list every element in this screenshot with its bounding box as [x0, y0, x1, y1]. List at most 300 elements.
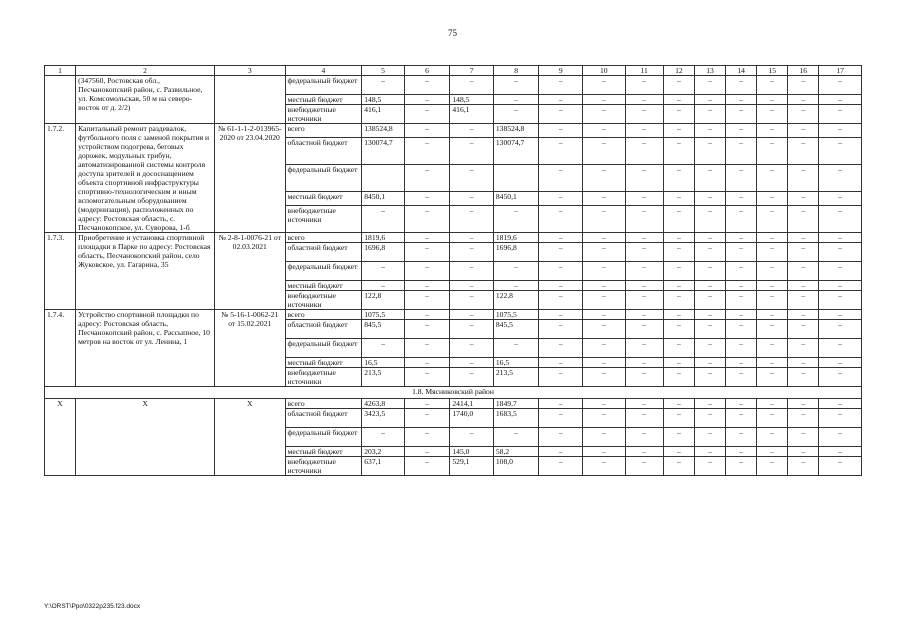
value-cell: –	[819, 339, 862, 358]
value-cell: –	[362, 428, 405, 447]
item-number	[45, 76, 76, 124]
value-cell: –	[726, 191, 757, 205]
value-cell: –	[694, 339, 725, 358]
value-cell: –	[583, 206, 626, 233]
value-cell: 145,0	[450, 447, 494, 457]
value-cell: –	[625, 368, 663, 387]
value-cell: 1696,8	[362, 243, 405, 262]
column-header: 15	[757, 66, 788, 76]
file-path-footer: Y:\ORST\Ppo\0322p235.f23.docx	[44, 603, 141, 610]
value-cell: 1849,7	[493, 399, 539, 409]
value-cell: –	[583, 447, 626, 457]
value-cell: –	[493, 105, 539, 124]
value-cell: –	[663, 281, 694, 291]
value-cell: –	[819, 291, 862, 310]
item-document: № 2-8-1-0076-21 от 02.03.2021	[215, 233, 286, 310]
value-cell: –	[788, 409, 819, 428]
value-cell: –	[819, 124, 862, 138]
value-cell: –	[663, 428, 694, 447]
value-cell: –	[694, 243, 725, 262]
value-cell: –	[819, 399, 862, 409]
value-cell: –	[404, 399, 450, 409]
value-cell: –	[404, 243, 450, 262]
value-cell: –	[539, 138, 583, 165]
value-cell: –	[404, 124, 450, 138]
table-row	[45, 233, 862, 243]
value-cell: –	[450, 76, 494, 95]
value-cell: –	[757, 76, 788, 95]
value-cell: –	[726, 320, 757, 339]
value-cell: –	[694, 105, 725, 124]
value-cell: –	[539, 368, 583, 387]
value-cell: –	[539, 262, 583, 281]
value-cell: –	[788, 243, 819, 262]
value-cell: –	[663, 233, 694, 243]
value-cell: –	[663, 262, 694, 281]
value-cell: –	[404, 262, 450, 281]
value-cell: –	[788, 368, 819, 387]
value-cell: –	[625, 399, 663, 409]
funding-source: внебюджетные источники	[285, 291, 362, 310]
value-cell: –	[757, 399, 788, 409]
value-cell: –	[726, 339, 757, 358]
value-cell: –	[757, 138, 788, 165]
value-cell: –	[625, 191, 663, 205]
value-cell: –	[625, 320, 663, 339]
section-title: 1.8. Мясниковский район	[45, 387, 862, 399]
column-header: 3	[215, 66, 286, 76]
value-cell: –	[694, 457, 725, 476]
value-cell: 416,1	[362, 105, 405, 124]
value-cell: –	[757, 409, 788, 428]
value-cell: –	[757, 165, 788, 192]
item-number: 1.7.2.	[45, 124, 76, 233]
value-cell: –	[726, 138, 757, 165]
value-cell: –	[757, 281, 788, 291]
value-cell: –	[757, 233, 788, 243]
value-cell: –	[539, 409, 583, 428]
value-cell: –	[819, 206, 862, 233]
value-cell: –	[539, 206, 583, 233]
value-cell: –	[757, 457, 788, 476]
value-cell: –	[694, 76, 725, 95]
value-cell: –	[819, 310, 862, 320]
value-cell: –	[583, 399, 626, 409]
funding-source: местный бюджет	[285, 281, 362, 291]
value-cell: –	[726, 310, 757, 320]
value-cell: –	[450, 339, 494, 358]
value-cell: –	[694, 191, 725, 205]
value-cell: –	[583, 281, 626, 291]
value-cell: 1696,8	[493, 243, 539, 262]
column-header: 12	[663, 66, 694, 76]
value-cell: –	[625, 310, 663, 320]
value-cell: –	[726, 206, 757, 233]
value-cell: –	[539, 76, 583, 95]
value-cell: –	[726, 368, 757, 387]
value-cell: –	[726, 457, 757, 476]
value-cell: 213,5	[493, 368, 539, 387]
value-cell: –	[625, 291, 663, 310]
value-cell: –	[404, 165, 450, 192]
value-cell: –	[726, 105, 757, 124]
value-cell: –	[404, 76, 450, 95]
funding-source: всего	[285, 233, 362, 243]
value-cell: –	[757, 262, 788, 281]
value-cell: –	[450, 165, 494, 192]
value-cell: –	[583, 95, 626, 105]
value-cell: 16,5	[362, 358, 405, 368]
value-cell: –	[625, 428, 663, 447]
value-cell: –	[539, 95, 583, 105]
value-cell: –	[404, 206, 450, 233]
value-cell: –	[450, 310, 494, 320]
value-cell: –	[450, 138, 494, 165]
value-cell: –	[404, 95, 450, 105]
value-cell: 138524,8	[362, 124, 405, 138]
value-cell: –	[819, 281, 862, 291]
value-cell: –	[694, 428, 725, 447]
value-cell: –	[757, 95, 788, 105]
funding-source: федеральный бюджет	[285, 428, 362, 447]
value-cell: –	[450, 291, 494, 310]
value-cell: –	[583, 368, 626, 387]
budget-table	[44, 65, 862, 476]
value-cell: –	[450, 233, 494, 243]
value-cell: –	[583, 291, 626, 310]
value-cell: –	[694, 233, 725, 243]
value-cell: –	[663, 310, 694, 320]
value-cell: –	[583, 138, 626, 165]
value-cell: –	[404, 233, 450, 243]
value-cell: –	[450, 262, 494, 281]
value-cell: –	[539, 358, 583, 368]
value-cell: –	[404, 368, 450, 387]
value-cell: –	[757, 105, 788, 124]
value-cell: –	[625, 105, 663, 124]
value-cell: –	[757, 206, 788, 233]
column-header: 4	[285, 66, 362, 76]
value-cell: –	[583, 320, 626, 339]
value-cell: –	[583, 310, 626, 320]
value-cell: –	[625, 457, 663, 476]
value-cell: –	[404, 339, 450, 358]
value-cell: –	[583, 262, 626, 281]
value-cell: –	[663, 358, 694, 368]
value-cell: –	[583, 105, 626, 124]
value-cell: –	[726, 76, 757, 95]
value-cell: 122,8	[362, 291, 405, 310]
section-row	[45, 387, 862, 399]
value-cell: 1075,5	[493, 310, 539, 320]
value-cell: –	[539, 233, 583, 243]
value-cell: –	[583, 243, 626, 262]
value-cell: –	[539, 191, 583, 205]
value-cell: –	[663, 76, 694, 95]
value-cell: –	[404, 310, 450, 320]
value-cell: 8450,1	[362, 191, 405, 205]
value-cell: –	[694, 310, 725, 320]
value-cell: –	[819, 165, 862, 192]
value-cell: –	[726, 358, 757, 368]
value-cell: –	[583, 233, 626, 243]
value-cell: –	[788, 105, 819, 124]
value-cell: –	[788, 191, 819, 205]
value-cell: –	[493, 428, 539, 447]
item-name: Приобретение и установка спортивной площадки в Парке по адресу: Ростовская область, Песчанокопский район, село Жуковское, ул. Гагарина, 35	[76, 233, 215, 310]
value-cell: 1819,6	[362, 233, 405, 243]
value-cell: –	[663, 320, 694, 339]
value-cell: –	[694, 368, 725, 387]
value-cell: –	[539, 281, 583, 291]
value-cell: –	[663, 457, 694, 476]
value-cell: –	[663, 105, 694, 124]
value-cell: 8450,1	[493, 191, 539, 205]
funding-source: всего	[285, 310, 362, 320]
value-cell: –	[819, 457, 862, 476]
value-cell: 529,1	[450, 457, 494, 476]
value-cell: –	[726, 428, 757, 447]
value-cell: –	[788, 233, 819, 243]
column-header: 2	[76, 66, 215, 76]
value-cell: 1819,6	[493, 233, 539, 243]
value-cell: –	[663, 447, 694, 457]
value-cell	[362, 165, 405, 192]
value-cell: 2414,1	[450, 399, 494, 409]
item-number: 1.7.3.	[45, 233, 76, 310]
value-cell: –	[404, 457, 450, 476]
value-cell: –	[625, 339, 663, 358]
value-cell: 1683,5	[493, 409, 539, 428]
value-cell: –	[819, 105, 862, 124]
value-cell: 213,5	[362, 368, 405, 387]
value-cell: –	[788, 165, 819, 192]
value-cell: –	[493, 262, 539, 281]
value-cell: –	[663, 191, 694, 205]
value-cell: –	[788, 310, 819, 320]
value-cell: –	[757, 243, 788, 262]
table-row	[45, 124, 862, 138]
funding-source: областной бюджет	[285, 138, 362, 165]
value-cell: –	[663, 409, 694, 428]
value-cell: –	[539, 339, 583, 358]
value-cell: –	[694, 358, 725, 368]
table-row	[45, 310, 862, 320]
value-cell: –	[819, 138, 862, 165]
value-cell: –	[404, 281, 450, 291]
value-cell: –	[583, 165, 626, 192]
value-cell: –	[663, 165, 694, 192]
value-cell: –	[757, 191, 788, 205]
value-cell: –	[625, 233, 663, 243]
funding-source: внебюджетные источники	[285, 206, 362, 233]
value-cell: –	[694, 281, 725, 291]
value-cell: –	[757, 339, 788, 358]
value-cell: –	[625, 76, 663, 95]
funding-source: федеральный бюджет	[285, 339, 362, 358]
value-cell: –	[493, 339, 539, 358]
value-cell: –	[663, 138, 694, 165]
value-cell: –	[583, 457, 626, 476]
value-cell: –	[539, 165, 583, 192]
value-cell: 148,5	[450, 95, 494, 105]
value-cell: –	[450, 320, 494, 339]
value-cell: –	[450, 206, 494, 233]
value-cell: –	[757, 124, 788, 138]
value-cell: –	[493, 76, 539, 95]
value-cell: –	[625, 124, 663, 138]
value-cell: –	[583, 124, 626, 138]
value-cell: –	[663, 206, 694, 233]
value-cell: –	[362, 76, 405, 95]
value-cell: –	[450, 281, 494, 291]
value-cell: 130074,7	[493, 138, 539, 165]
value-cell: –	[788, 428, 819, 447]
value-cell: –	[788, 281, 819, 291]
value-cell: –	[788, 320, 819, 339]
value-cell: –	[404, 105, 450, 124]
item-name: X	[76, 399, 215, 476]
value-cell: –	[819, 76, 862, 95]
value-cell: –	[625, 138, 663, 165]
value-cell: –	[493, 281, 539, 291]
value-cell: –	[788, 76, 819, 95]
funding-source: местный бюджет	[285, 95, 362, 105]
value-cell: 16,5	[493, 358, 539, 368]
value-cell: –	[694, 124, 725, 138]
value-cell: –	[663, 368, 694, 387]
value-cell: –	[450, 368, 494, 387]
funding-source: внебюджетные источники	[285, 368, 362, 387]
value-cell: –	[788, 95, 819, 105]
column-header: 11	[625, 66, 663, 76]
value-cell: –	[625, 409, 663, 428]
value-cell: –	[362, 339, 405, 358]
value-cell: –	[757, 291, 788, 310]
column-header: 8	[493, 66, 539, 76]
value-cell: –	[404, 320, 450, 339]
value-cell: –	[726, 399, 757, 409]
value-cell: –	[404, 358, 450, 368]
value-cell: –	[539, 243, 583, 262]
value-cell: –	[726, 95, 757, 105]
funding-source: областной бюджет	[285, 243, 362, 262]
value-cell: –	[694, 206, 725, 233]
value-cell: –	[583, 191, 626, 205]
value-cell: –	[663, 291, 694, 310]
value-cell: –	[539, 124, 583, 138]
funding-source: федеральный бюджет	[285, 262, 362, 281]
funding-source: федеральный бюджет	[285, 76, 362, 95]
column-header: 14	[726, 66, 757, 76]
value-cell: –	[362, 206, 405, 233]
value-cell: –	[625, 281, 663, 291]
value-cell: –	[757, 447, 788, 457]
column-header: 5	[362, 66, 405, 76]
value-cell: –	[694, 138, 725, 165]
value-cell: 108,0	[493, 457, 539, 476]
column-header: 10	[583, 66, 626, 76]
value-cell: –	[539, 320, 583, 339]
value-cell: –	[788, 291, 819, 310]
value-cell: 637,1	[362, 457, 405, 476]
value-cell: –	[819, 191, 862, 205]
funding-source: внебюджетные источники	[285, 457, 362, 476]
value-cell	[493, 165, 539, 192]
value-cell: –	[663, 399, 694, 409]
value-cell: 138524,8	[493, 124, 539, 138]
value-cell: –	[819, 243, 862, 262]
value-cell: –	[819, 262, 862, 281]
value-cell: –	[663, 124, 694, 138]
value-cell: –	[539, 105, 583, 124]
funding-source: внебюджетные источники	[285, 105, 362, 124]
value-cell: –	[583, 409, 626, 428]
value-cell: –	[757, 358, 788, 368]
item-number: X	[45, 399, 76, 476]
value-cell: –	[726, 447, 757, 457]
value-cell: –	[493, 95, 539, 105]
value-cell: 845,5	[493, 320, 539, 339]
value-cell: –	[694, 262, 725, 281]
value-cell: –	[450, 124, 494, 138]
value-cell: –	[625, 206, 663, 233]
value-cell: 4263,8	[362, 399, 405, 409]
value-cell: –	[788, 399, 819, 409]
value-cell: –	[757, 320, 788, 339]
funding-source: областной бюджет	[285, 409, 362, 428]
value-cell: –	[788, 457, 819, 476]
value-cell: –	[788, 262, 819, 281]
value-cell: –	[625, 262, 663, 281]
value-cell: –	[404, 447, 450, 457]
value-cell: –	[539, 457, 583, 476]
item-document: № 61-1-1-2-013965-2020 от 23.04.2020	[215, 124, 286, 233]
value-cell: –	[583, 358, 626, 368]
value-cell: –	[663, 339, 694, 358]
column-header: 16	[788, 66, 819, 76]
value-cell: –	[404, 138, 450, 165]
item-name: Капитальный ремонт раздевалок, футбольного поля с заменой покрытия и устройством подогрева, беговых дорожек, модульных трибун, автоматизированной системы контроля доступа зрителей и дососнащением объекта спортивной инфраструктуры спортивно-технологическим и иным вспомогательным оборудованием (модернизация), расположенных по адресу: Ростовская область, с. Песчанокопское, ул. Суворова, 1-б	[76, 124, 215, 233]
value-cell: –	[450, 191, 494, 205]
value-cell: –	[757, 310, 788, 320]
funding-source: всего	[285, 399, 362, 409]
value-cell: –	[757, 428, 788, 447]
value-cell: –	[539, 428, 583, 447]
value-cell: –	[726, 281, 757, 291]
value-cell: 203,2	[362, 447, 405, 457]
value-cell: 148,5	[362, 95, 405, 105]
value-cell: –	[726, 233, 757, 243]
value-cell: –	[694, 409, 725, 428]
table-row	[45, 399, 862, 409]
value-cell: –	[819, 409, 862, 428]
funding-source: областной бюджет	[285, 320, 362, 339]
value-cell: –	[788, 206, 819, 233]
item-document: № 5-16-1-0062-21 от 15.02.2021	[215, 310, 286, 387]
value-cell: –	[450, 358, 494, 368]
value-cell: –	[694, 291, 725, 310]
column-header: 1	[45, 66, 76, 76]
value-cell: –	[663, 243, 694, 262]
funding-source: федеральный бюджет	[285, 165, 362, 192]
item-number: 1.7.4.	[45, 310, 76, 387]
page-number: 75	[448, 28, 457, 38]
value-cell: –	[583, 76, 626, 95]
value-cell: 122,8	[493, 291, 539, 310]
value-cell: –	[819, 233, 862, 243]
value-cell: –	[539, 447, 583, 457]
